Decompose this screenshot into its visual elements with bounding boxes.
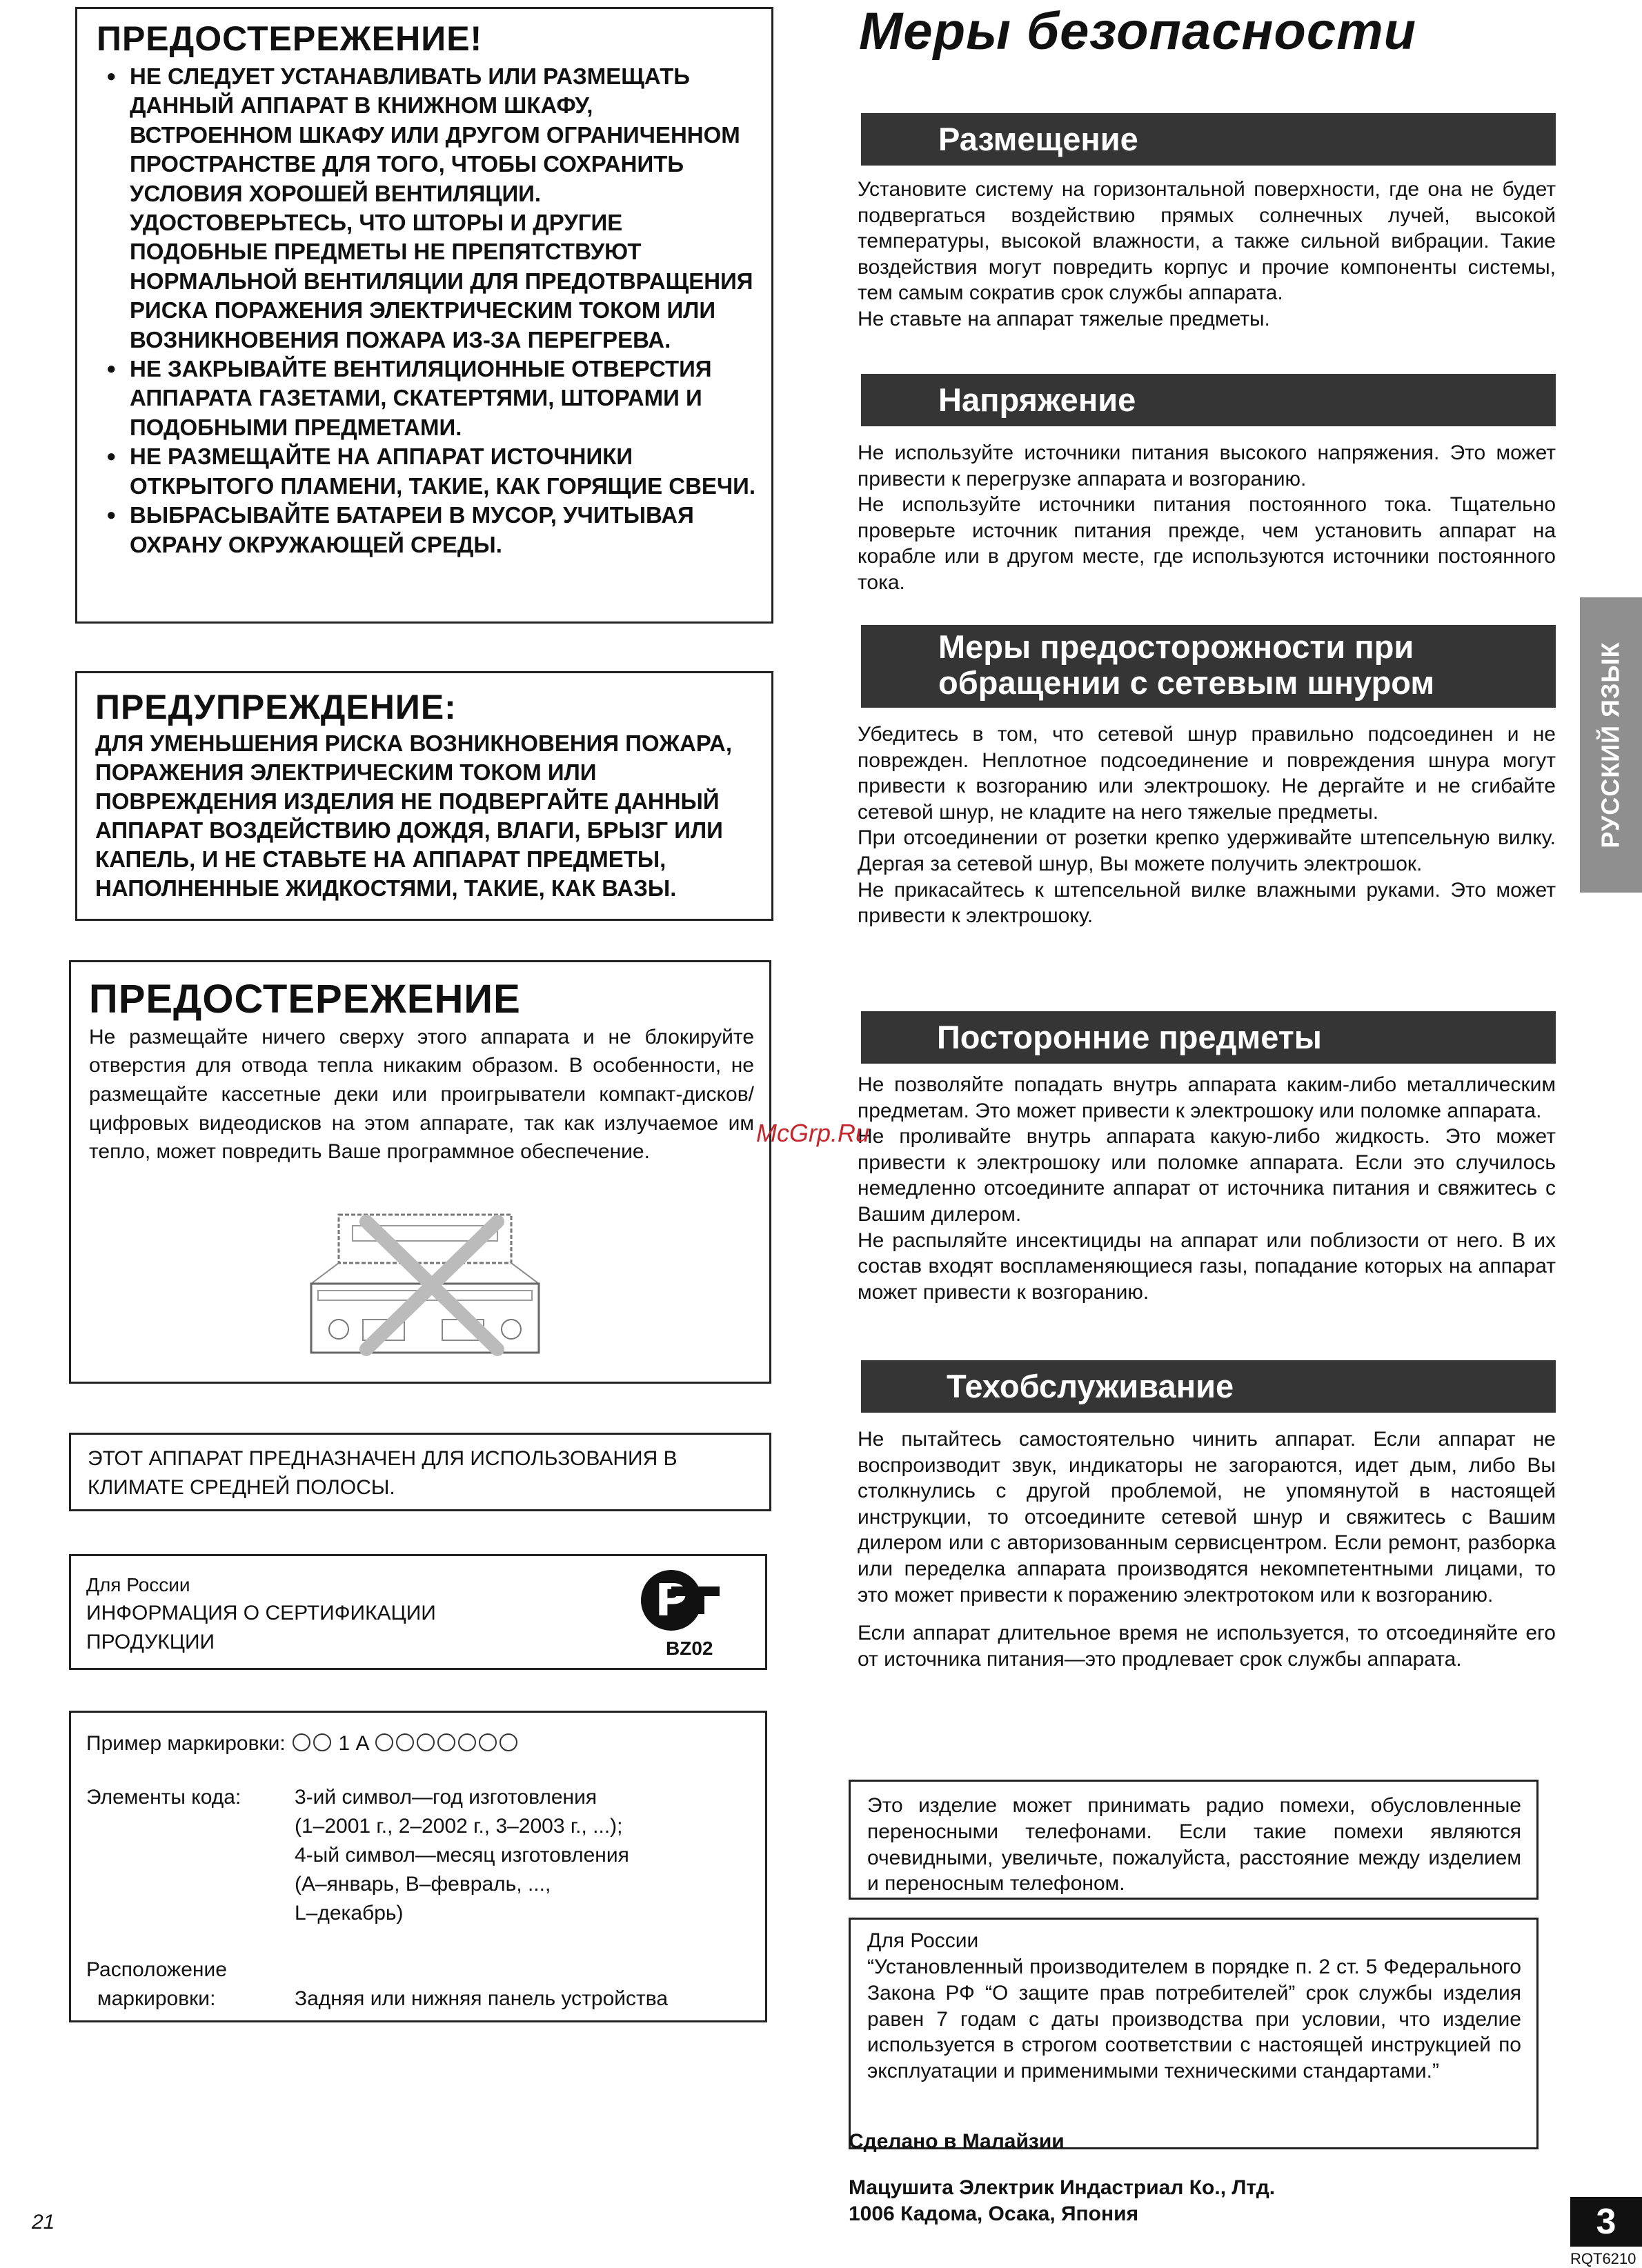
elements-line: (1–2001 г., 2–2002 г., 3–2003 г., ...); (295, 1815, 623, 1838)
section-paragraph: Убедитесь в том, что сетевой шнур правильно подсоединен и не поврежден. Неплотное подсоединение и повреждения шнура могут привести к возгоранию или электрошоку. Не дергайте и не сгибайте сетевой шнур, не кладите на него тяжелые предметы. (858, 723, 1556, 824)
placeholder-circle-icon (479, 1733, 497, 1751)
warning-item: ● НЕ РАЗМЕЩАЙТЕ НА АППАРАТ ИСТОЧНИКИ ОТКРЫТОГО ПЛАМЕНИ, ТАКИЕ, КАК ГОРЯЩИЕ СВЕЧИ. (91, 442, 758, 501)
language-side-tab-label: РУССКИЙ ЯЗЫК (1596, 641, 1625, 848)
location-value-text: Задняя или нижняя панель устройства (295, 1987, 669, 2010)
watermark-text: McGrp.Ru (756, 1119, 870, 1147)
radio-note-text: Это изделие может принимать радио помехи, обусловленные переносными телефонами. Если такие помехи являются очевидными, увеличьте, пожалуйста, расстояние между изделием и переносным телефоном. (867, 1794, 1521, 1896)
placeholder-circle-icon (417, 1733, 435, 1751)
location-value (295, 1928, 668, 2013)
warning-text: ДЛЯ УМЕНЬШЕНИЯ РИСКА ВОЗНИКНОВЕНИЯ ПОЖАРА, ПОРАЖЕНИЯ ЭЛЕКТРИЧЕСКИМ ТОКОМ ИЛИ ПОВРЕЖДЕНИЯ ИЗДЕЛИЯ НЕ ПОДВЕРГАЙТЕ ДАННЫЙ АППАРАТ ВОЗДЕЙСТВИЮ ДОЖДЯ, ВЛАГИ, БРЫЗГ ИЛИ КАПЕЛЬ, И НЕ СТАВЬТЕ НА АППАРАТ ПРЕДМЕТЫ, НАПОЛНЕННЫЕ ЖИДКОСТЯМИ, ТАКИЕ, КАК ВАЗЫ. (95, 730, 732, 901)
section-text-maintenance (858, 1426, 1556, 1672)
warning-title: ПРЕДОСТЕРЕЖЕНИЕ! (97, 19, 483, 58)
climate-text: ЭТОТ АППАРАТ ПРЕДНАЗНАЧЕН ДЛЯ ИСПОЛЬЗОВАНИЯ В КЛИМАТЕ СРЕДНЕЙ ПОЛОСЫ. (88, 1447, 677, 1499)
service-life-box (849, 1918, 1539, 2149)
radio-interference-box (849, 1780, 1539, 1900)
caution-box-heat (69, 960, 771, 1384)
section-text-foreign-objects (858, 1072, 1556, 1305)
gost-certification-mark-icon (637, 1566, 726, 1635)
page-title: Меры безопасности (859, 2, 1417, 61)
svg-text:P: P (655, 1575, 688, 1627)
placeholder-circle-icon (375, 1733, 393, 1751)
climate-box (69, 1433, 771, 1511)
section-paragraph: Не позволяйте попадать внутрь аппарата каким-либо металлическим предметам. Это может привести к электрошоку или поломке аппарата. (858, 1073, 1556, 1122)
section-paragraph: Не проливайте внутрь аппарата какую-либо жидкость. Это может привести к электрошоку или поломке аппарата. Если это случилось немедленно отсоедините аппарат от источника питания и свяжитесь с Вашим дилером. (858, 1125, 1556, 1226)
language-side-tab (1580, 597, 1642, 893)
section-heading-maintenance: Техобслуживание (861, 1360, 1556, 1413)
cert-line-1: Для России (86, 1574, 190, 1595)
marking-example-digits: 1 A (338, 1732, 368, 1755)
placeholder-circle-icon (313, 1733, 331, 1751)
elements-label: Элементы кода: (86, 1786, 241, 1809)
warning-list (91, 62, 758, 559)
warning-box-notice (75, 671, 773, 921)
section-paragraph: Не ставьте на аппарат тяжелые предметы. (858, 307, 1270, 330)
page-number-box (1570, 2197, 1642, 2247)
warning-item: ● НЕ СЛЕДУЕТ УСТАНАВЛИВАТЬ ИЛИ РАЗМЕЩАТЬ ДАННЫЙ АППАРАТ В КНИЖНОМ ШКАФУ, ВСТРОЕННОМ ШКАФУ ИЛИ ДРУГОМ ОГРАНИЧЕННОМ ПРОСТРАНСТВЕ ДЛЯ ТОГО, ЧТОБЫ СОХРАНИТЬ УСЛОВИЯ ХОРОШЕЙ ВЕНТИЛЯЦИИ. УДОСТОВЕРЬТЕСЬ, ЧТО ШТОРЫ И ДРУГИЕ ПОДОБНЫЕ ПРЕДМЕТЫ НЕ ПРЕПЯТСТВУЮТ НОРМАЛЬНОЙ ВЕНТИЛЯЦИИ ДЛЯ ПРЕДОТВРАЩЕНИЯ РИСКА ПОРАЖЕНИЯ ЭЛЕКТРИЧЕСКИМ ТОКОМ ИЛИ ВОЗНИКНОВЕНИЯ ПОЖАРА ИЗ-ЗА ПЕРЕГРЕВА. (91, 62, 758, 355)
location-label (86, 1928, 295, 2013)
location-label-line-1: Расположение (86, 1958, 227, 1981)
certification-box (69, 1554, 767, 1670)
marking-example-row (86, 1729, 765, 1758)
cert-mark-code: BZ02 (666, 1638, 713, 1659)
manufacturer-name: Мацушита Электрик Индастриал Ко., Лтд. (849, 2176, 1276, 2199)
warning-item: ● НЕ ЗАКРЫВАЙТЕ ВЕНТИЛЯЦИОННЫЕ ОТВЕРСТИЯ АППАРАТА ГАЗЕТАМИ, СКАТЕРТЯМИ, ШТОРАМИ И ПОДОБНЫМИ ПРЕДМЕТАМИ. (91, 355, 758, 442)
section-heading-power-cord (861, 625, 1556, 708)
placeholder-circle-icon (396, 1733, 414, 1751)
section-paragraph: Если аппарат длительное время не используется, то отсоединяйте его от источника питания—это продлевает срок службы аппарата. (858, 1622, 1556, 1671)
section-text-voltage (858, 440, 1556, 596)
section-paragraph: Не распыляйте инсектициды на аппарат или поблизости от него. В их состав входят воспламеняющиеся газы, попадание которых на аппарат может привести к возгоранию. (858, 1228, 1556, 1304)
section-paragraph: При отсоединении от розетки крепко удерживайте штепсельную вилку. Дергая за сетевой шнур, Вы можете получить электрошок. (858, 826, 1556, 875)
section-paragraph: Не пытайтесь самостоятельно чинить аппарат. Если аппарат не воспроизводит звук, индикаторы не загораются, идет дым, либо Вы столкнулись с другой проблемой, не упомянутой в настоящей инструкции, то отсоедините сетевой шнур и свяжитесь с Вашим дилером или с авторизованным сервисцентром. Если ремонт, разборка или переделка аппарата производятся некомпетентными лицами, то это может привести к поражению электротоком или к возгоранию. (858, 1428, 1556, 1606)
section-text-power-cord (858, 722, 1556, 929)
document-code: RQT6210 (1570, 2250, 1636, 2267)
made-in-text: Сделано в Малайзии (849, 2130, 1065, 2153)
marking-example-label: Пример маркировки: (86, 1732, 286, 1755)
section-heading-line-1: Меры предосторожности при (938, 628, 1414, 665)
device-no-stack-illustration (297, 1201, 560, 1360)
elements-line: L–декабрь) (295, 1902, 404, 1924)
section-heading-line-2: обращении с сетевым шнуром (938, 664, 1435, 701)
section-paragraph: Не используйте источники питания постоянного тока. Тщательно проверьте источник питания прежде, чем установить аппарат на корабле или в другом месте, где используются источники постоянного тока. (858, 493, 1556, 594)
cert-line-2: ИНФОРМАЦИЯ О СЕРТИФИКАЦИИ (86, 1602, 436, 1624)
section-paragraph: Не используйте источники питания высокого напряжения. Это может привести к перегрузке аппарата и возгоранию. (858, 441, 1556, 490)
warning-box-caution (75, 7, 773, 624)
placeholder-circle-icon (458, 1733, 476, 1751)
placeholder-circle-icon (499, 1733, 517, 1751)
placeholder-circle-icon (437, 1733, 455, 1751)
section-heading-foreign-objects: Посторонние предметы (861, 1011, 1556, 1064)
caution-text: Не размещайте ничего сверху этого аппарата и не блокируйте отверстия для отвода тепла никаким образом. В особенности, не размещайте кассетные деки или проигрыватели компакт-дисков/цифровых видеодисков на этом аппарате, так как излучаемое им тепло, может повредить Ваше программное обеспечение. (89, 1025, 754, 1164)
left-page-number: 21 (32, 2211, 55, 2234)
placeholder-circle-icon (293, 1733, 310, 1751)
caution-title: ПРЕДОСТЕРЕЖЕНИЕ (89, 977, 521, 1022)
page-number: 3 (1596, 2202, 1616, 2242)
cert-line-3: ПРОДУКЦИИ (86, 1631, 215, 1653)
elements-line: 3-ий символ—год изготовления (295, 1786, 597, 1809)
warning-item: ● ВЫБРАСЫВАЙТЕ БАТАРЕИ В МУСОР, УЧИТЫВАЯ ОХРАНУ ОКРУЖАЮЩЕЙ СРЕДЫ. (91, 501, 758, 559)
manufacturer-address: 1006 Кадома, Осака, Япония (849, 2202, 1139, 2225)
marking-box (69, 1711, 767, 2022)
elements-line: 4-ый символ—месяц изготовления (295, 1844, 629, 1867)
section-text-placement (858, 177, 1556, 332)
service-life-text: “Установленный производителем в порядке п. 2 ст. 5 Федерального Закона РФ “О защите прав потребителей” срок службы изделия равен 7 годам с даты производства при условии, что изделие используется в строгом соответствии с настоящей инструкцией по эксплуатации и применимыми техническими стандартами.” (867, 1956, 1521, 2083)
section-heading-placement: Размещение (861, 113, 1556, 166)
section-paragraph: Установите систему на горизонтальной поверхности, где она не будет подвергаться воздействию прямых солнечных лучей, высокой температуры, высокой влажности, а также сильной вибрации. Такие воздействия могут повредить корпус и прочие компоненты системы, тем самым сократив срок службы аппарата. (858, 178, 1556, 305)
elements-values (295, 1783, 668, 1928)
section-paragraph: Не прикасайтесь к штепсельной вилке влажными руками. Это может привести к электрошоку. (858, 878, 1556, 928)
marking-code-table (86, 1783, 668, 2013)
elements-line: (А–январь, В–февраль, ..., (295, 1873, 551, 1896)
warning-title: ПРЕДУПРЕЖДЕНИЕ: (95, 688, 457, 726)
section-heading-voltage: Напряжение (861, 374, 1556, 426)
location-label-line-2: маркировки: (97, 1987, 216, 2010)
service-life-label: Для России (867, 1929, 979, 1952)
